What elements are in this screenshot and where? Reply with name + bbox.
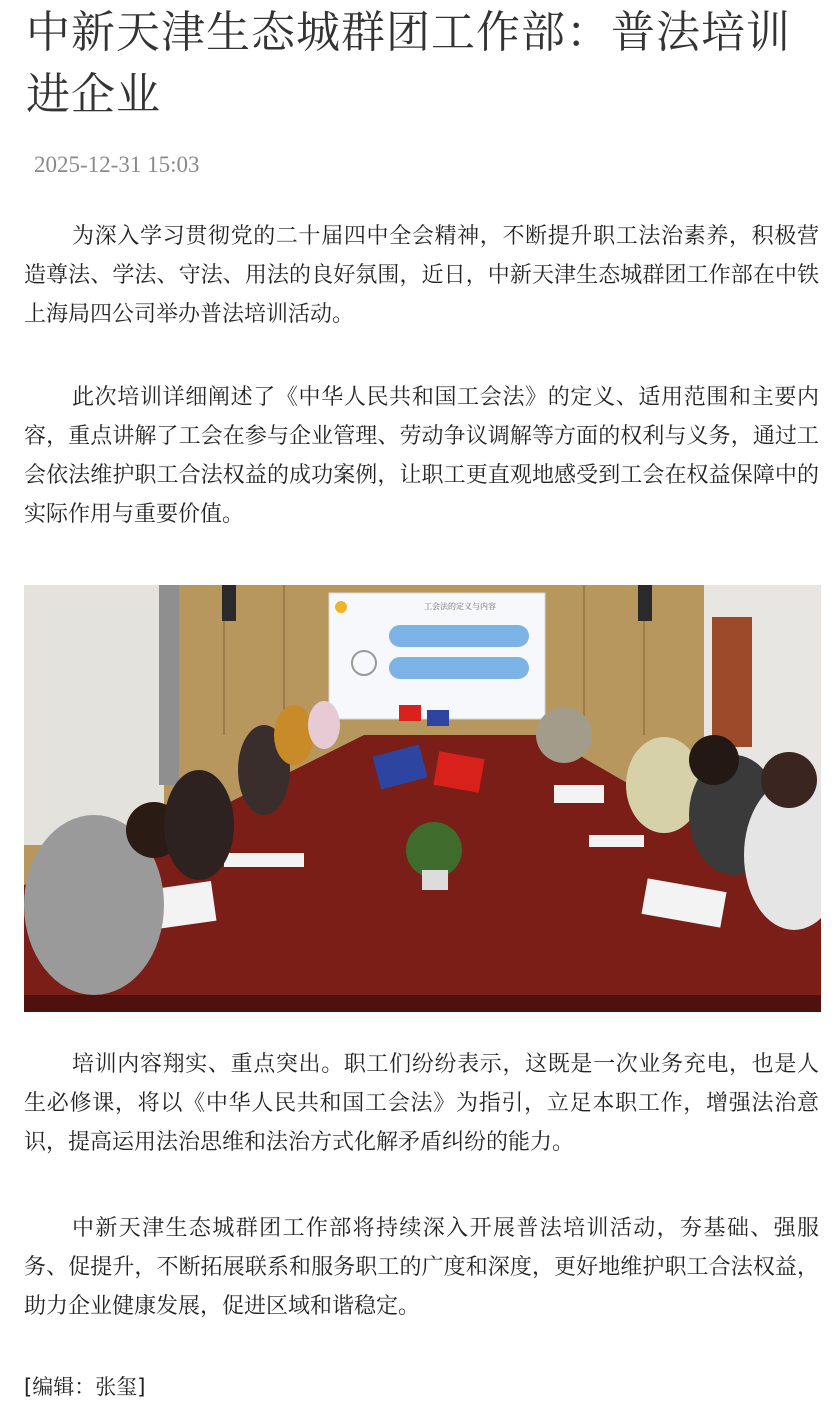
slide-title: 工会法的定义与内容 (424, 602, 496, 611)
article-paragraph: 中新天津生态城群团工作部将持续深入开展普法培训活动，夯基础、强服务、促提升，不断拓展联系和服务职工的广度和深度，更好地维护职工合法权益，助力企业健康发展，促进区域和谐稳定。 (24, 1216, 819, 1319)
editor-credit: [编辑：张玺] (24, 1375, 146, 1399)
article-paragraph: 为深入学习贯彻党的二十届四中全会精神，不断提升职工法治素养，积极营造尊法、学法、守法、用法的良好氛围，近日，中新天津生态城群团工作部在中铁上海局四公司举办普法培训活动。 (24, 224, 819, 327)
article-title: 中新天津生态城群团工作部：普法培训进企业 (26, 7, 791, 120)
publish-date: 2025-12-31 15:03 (34, 152, 200, 177)
article-paragraph: 培训内容翔实、重点突出。职工们纷纷表示，这既是一次业务充电，也是人生必修课，将以《中华人民共和国工会法》为指引，立足本职工作，增强法治意识，提高运用法治思维和法治方式化解矛盾纠纷的能力。 (24, 1052, 819, 1155)
article-photo (24, 585, 821, 1012)
article-paragraph: 此次培训详细阐述了《中华人民共和国工会法》的定义、适用范围和主要内容，重点讲解了工会在参与企业管理、劳动争议调解等方面的权利与义务，通过工会依法维护职工合法权益的成功案例，让职工更直观地感受到工会在权益保障中的实际作用与重要价值。 (24, 385, 819, 527)
